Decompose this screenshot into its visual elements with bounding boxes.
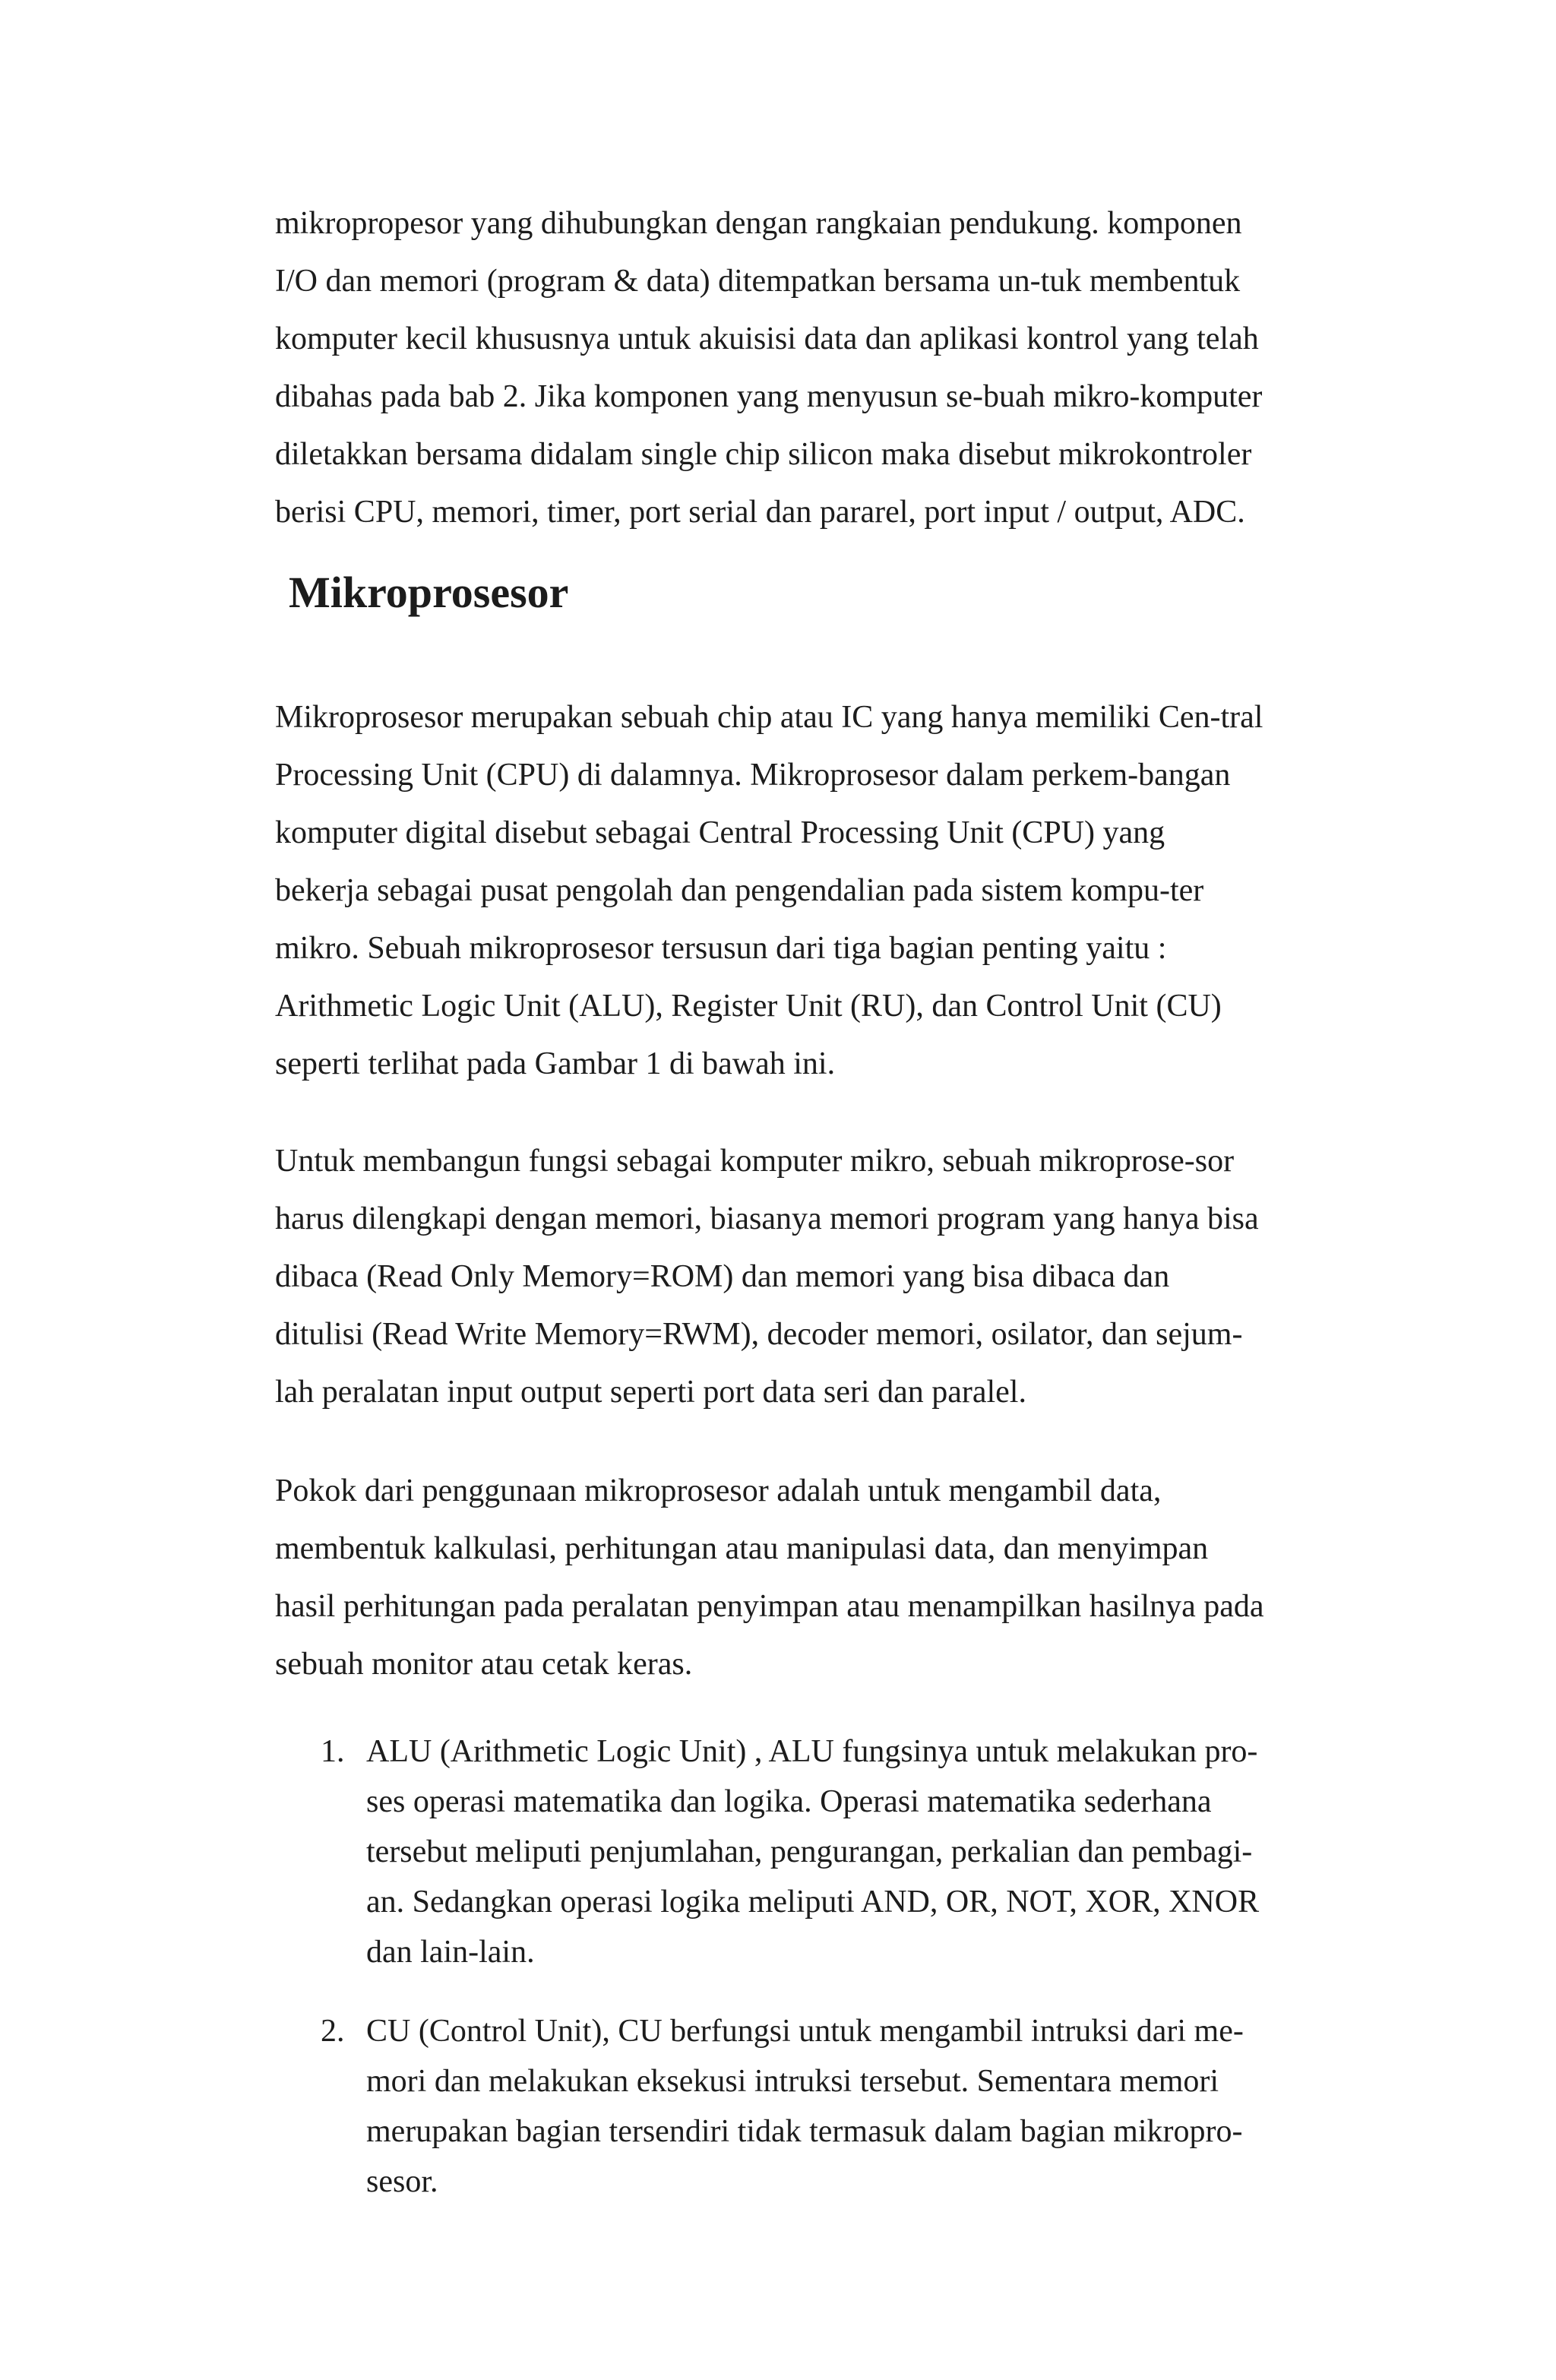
text-line: an. Sedangkan operasi logika meliputi AND, OR, NOT, XOR, XNOR bbox=[366, 1885, 1260, 1920]
text-line: mikropropesor yang dihubungkan dengan rangkaian pendukung. komponen bbox=[275, 206, 1242, 241]
list-number: 2. bbox=[321, 2014, 345, 2049]
text-line: dibaca (Read Only Memory=ROM) dan memori yang bisa dibaca dan bbox=[275, 1259, 1170, 1294]
paragraph-definition bbox=[275, 688, 1308, 1093]
text-line: sesor. bbox=[366, 2164, 438, 2199]
text-line: merupakan bagian tersendiri tidak termasuk dalam bagian mikropro- bbox=[366, 2114, 1243, 2149]
numbered-list-item bbox=[275, 2006, 1339, 2207]
text-line: ditulisi (Read Write Memory=RWM), decoder memori, osilator, dan sejum- bbox=[275, 1317, 1243, 1352]
list-item-cu bbox=[275, 2006, 1339, 2207]
text-line: mori dan melakukan eksekusi intruksi tersebut. Sementara memori bbox=[366, 2064, 1219, 2099]
list-item-alu bbox=[275, 1726, 1339, 1977]
text-line: komputer digital disebut sebagai Central Processing Unit (CPU) yang bbox=[275, 815, 1165, 850]
list-number: 1. bbox=[321, 1734, 345, 1769]
text-line: membentuk kalkulasi, perhitungan atau manipulasi data, dan menyimpan bbox=[275, 1531, 1209, 1566]
numbered-list-item bbox=[275, 1726, 1339, 1977]
text-line: mikro. Sebuah mikroprosesor tersusun dari tiga bagian penting yaitu : bbox=[275, 931, 1167, 966]
text-line: komputer kecil khususnya untuk akuisisi data dan aplikasi kontrol yang telah bbox=[275, 321, 1259, 356]
text-line: Processing Unit (CPU) di dalamnya. Mikroprosesor dalam perkem-bangan bbox=[275, 758, 1231, 793]
text-line: bekerja sebagai pusat pengolah dan pengendalian pada sistem kompu-ter bbox=[275, 873, 1204, 908]
text-line: tersebut meliputi penjumlahan, pengurangan, perkalian dan pembagi- bbox=[366, 1834, 1253, 1869]
text-line: Pokok dari penggunaan mikroprosesor adalah untuk mengambil data, bbox=[275, 1473, 1162, 1508]
paragraph-purpose bbox=[275, 1462, 1308, 1693]
intro-paragraph bbox=[275, 195, 1308, 541]
text-line: harus dilengkapi dengan memori, biasanya memori program yang hanya bisa bbox=[275, 1201, 1259, 1236]
text-line: dibahas pada bab 2. Jika komponen yang menyusun se-buah mikro-komputer bbox=[275, 379, 1263, 414]
text-line: seperti terlihat pada Gambar 1 di bawah ini. bbox=[275, 1046, 836, 1081]
text-line: I/O dan memori (program & data) ditempatkan bersama un-tuk membentuk bbox=[275, 264, 1241, 299]
text-line: ses operasi matematika dan logika. Operasi matematika sederhana bbox=[366, 1784, 1212, 1819]
text-line: dan lain-lain. bbox=[366, 1935, 535, 1970]
text-line: Mikroprosesor merupakan sebuah chip atau IC yang hanya memiliki Cen-tral bbox=[275, 700, 1263, 735]
text-line: berisi CPU, memori, timer, port serial dan pararel, port input / output, ADC. bbox=[275, 495, 1245, 530]
text-line: hasil perhitungan pada peralatan penyimpan atau menampilkan hasilnya pada bbox=[275, 1589, 1264, 1624]
text-line: Arithmetic Logic Unit (ALU), Register Unit (RU), dan Control Unit (CU) bbox=[275, 989, 1222, 1024]
text-line: diletakkan bersama didalam single chip silicon maka disebut mikrokontroler bbox=[275, 437, 1252, 472]
text-line: Untuk membangun fungsi sebagai komputer mikro, sebuah mikroprose-sor bbox=[275, 1144, 1235, 1179]
text-line: lah peralatan input output seperti port data seri dan paralel. bbox=[275, 1375, 1026, 1410]
text-line: sebuah monitor atau cetak keras. bbox=[275, 1647, 693, 1682]
text-line: ALU (Arithmetic Logic Unit) , ALU fungsinya untuk melakukan pro- bbox=[366, 1734, 1258, 1769]
section-heading: Mikroprosesor bbox=[289, 568, 569, 617]
text-line: CU (Control Unit), CU berfungsi untuk mengambil intruksi dari me- bbox=[366, 2014, 1244, 2049]
paragraph-microcomputer bbox=[275, 1132, 1308, 1421]
